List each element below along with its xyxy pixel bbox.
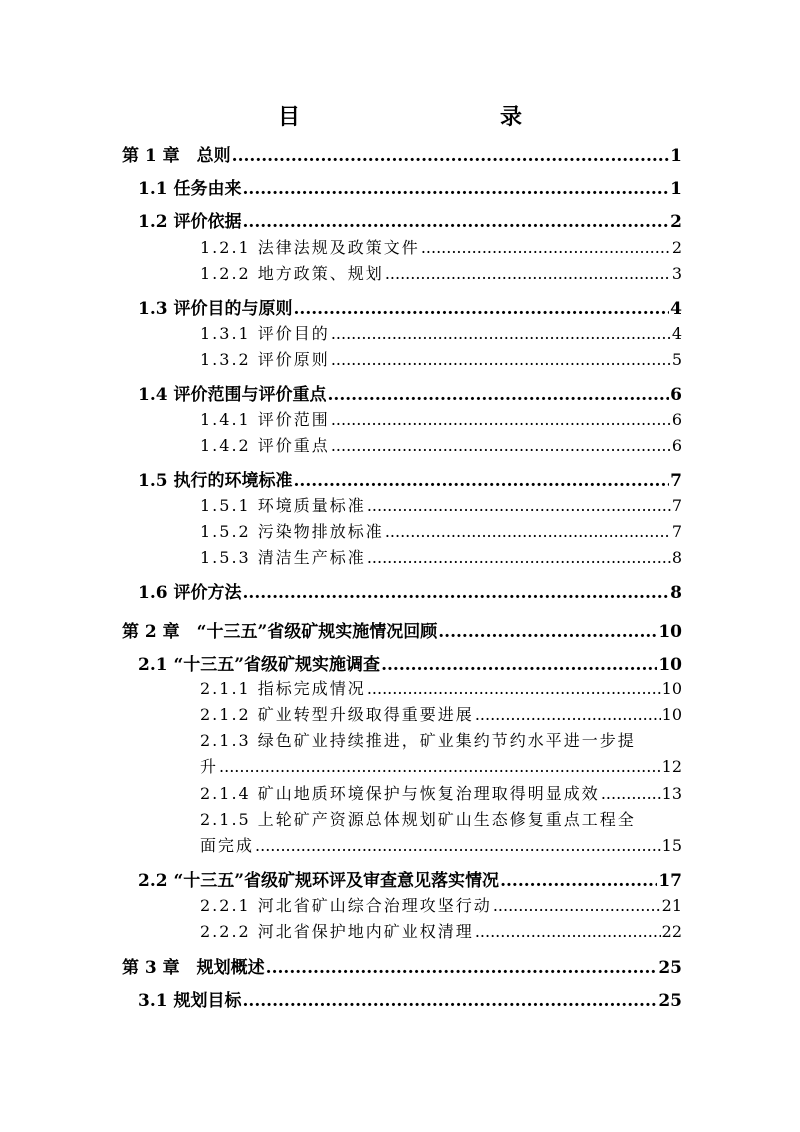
toc-page-number: 6 xyxy=(671,410,682,429)
dot-leader xyxy=(232,146,669,166)
toc-entry-label: 1.6 评价方法 xyxy=(138,583,242,603)
toc-entry-label: 2.1.4 矿山地质环境保护与恢复治理取得明显成效 xyxy=(200,784,600,803)
dot-leader xyxy=(367,548,671,567)
toc-page-number: 13 xyxy=(661,784,682,803)
dot-leader xyxy=(500,871,657,891)
toc-entry-label: 第 1 章 总则 xyxy=(122,146,231,166)
toc-entry[interactable] xyxy=(122,617,682,642)
toc-page-number: 4 xyxy=(671,324,682,343)
dot-leader xyxy=(331,324,671,343)
dot-leader xyxy=(219,757,661,776)
toc-page-number: 10 xyxy=(661,679,682,698)
toc-entry-label: 2.1 “十三五”省级矿规实施调查 xyxy=(138,655,381,675)
dot-leader xyxy=(331,436,671,455)
toc-entry[interactable] xyxy=(138,174,682,199)
toc-page-number: 7 xyxy=(670,471,682,491)
toc-page-number: 17 xyxy=(658,871,682,891)
toc-entry[interactable] xyxy=(200,919,682,942)
toc-entry-label-continuation: 升 xyxy=(200,757,219,776)
toc-entry[interactable] xyxy=(200,493,682,516)
dot-leader xyxy=(367,496,671,515)
toc-entry[interactable] xyxy=(138,650,682,675)
toc-page-number: 25 xyxy=(658,991,682,1011)
toc-entry[interactable] xyxy=(138,466,682,491)
toc-entry-label: 1.5 执行的环境标准 xyxy=(138,471,293,491)
toc-entry[interactable] xyxy=(200,833,682,856)
toc-page-number: 12 xyxy=(661,757,682,776)
toc-page-number: 7 xyxy=(671,522,682,541)
toc-entry[interactable] xyxy=(200,893,682,916)
toc-entry[interactable] xyxy=(122,953,682,978)
dot-leader xyxy=(385,522,671,541)
dot-leader xyxy=(331,350,671,369)
toc-entry-label: 2.1.5 上轮矿产资源总体规划矿山生态修复重点工程全 xyxy=(200,810,636,829)
dot-leader xyxy=(421,238,671,257)
toc-entry-label: 第 2 章 “十三五”省级矿规实施情况回顾 xyxy=(122,622,438,642)
dot-leader xyxy=(294,471,670,491)
toc-entry[interactable] xyxy=(138,578,682,603)
toc-page-number: 4 xyxy=(670,299,682,319)
toc-entry[interactable] xyxy=(122,141,682,166)
toc-entry[interactable] xyxy=(138,866,682,891)
toc-page-number: 21 xyxy=(661,896,682,915)
toc-entry[interactable] xyxy=(200,519,682,542)
dot-leader xyxy=(328,385,670,405)
toc-entry[interactable] xyxy=(200,407,682,430)
toc-page-number: 10 xyxy=(658,655,682,675)
toc-entry-label: 1.4.1 评价范围 xyxy=(200,410,330,429)
toc-page-number: 22 xyxy=(661,922,682,941)
toc-entry-label: 1.3.1 评价目的 xyxy=(200,324,330,343)
toc-entry-label: 2.1.2 矿业转型升级取得重要进展 xyxy=(200,705,474,724)
dot-leader xyxy=(493,896,661,915)
toc-entry-label: 1.4.2 评价重点 xyxy=(200,436,330,455)
toc-page-number: 15 xyxy=(661,836,682,855)
dot-leader xyxy=(438,622,657,642)
dot-leader xyxy=(475,922,661,941)
toc-page-number: 10 xyxy=(658,622,682,642)
toc-entry-label: 2.1.1 指标完成情况 xyxy=(200,679,366,698)
toc-entry-label: 1.2.2 地方政策、规划 xyxy=(200,264,384,283)
dot-leader xyxy=(243,179,670,199)
dot-leader xyxy=(266,958,658,978)
toc-entry-label-continuation: 面完成 xyxy=(200,836,255,855)
toc-entry-label: 2.2.2 河北省保护地内矿业权清理 xyxy=(200,922,474,941)
toc-entry[interactable] xyxy=(200,702,682,725)
toc-entry[interactable] xyxy=(200,754,682,777)
toc-page-number: 2 xyxy=(670,212,682,232)
toc-entry[interactable] xyxy=(200,347,682,370)
toc-page-number: 3 xyxy=(671,264,682,283)
dot-leader xyxy=(331,410,671,429)
toc-page-number: 1 xyxy=(670,179,682,199)
toc-page-number: 8 xyxy=(670,583,682,603)
toc-entry[interactable] xyxy=(200,676,682,699)
toc-entry[interactable] xyxy=(138,380,682,405)
toc-entry-label: 1.3 评价目的与原则 xyxy=(138,299,293,319)
dot-leader xyxy=(255,836,661,855)
dot-leader xyxy=(381,655,657,675)
toc-entry-label: 1.2.1 法律法规及政策文件 xyxy=(200,238,420,257)
dot-leader xyxy=(367,679,661,698)
toc-page-number: 6 xyxy=(670,385,682,405)
toc-entry[interactable] xyxy=(200,321,682,344)
toc-entry-label: 第 3 章 规划概述 xyxy=(122,958,265,978)
toc-entry-label: 2.1.3 绿色矿业持续推进，矿业集约节约水平进一步提 xyxy=(200,731,636,750)
toc-entry-label: 1.5.1 环境质量标准 xyxy=(200,496,366,515)
toc-entry[interactable] xyxy=(138,294,682,319)
toc-entry[interactable] xyxy=(200,433,682,456)
toc-entry[interactable] xyxy=(200,781,682,804)
toc-entry-label: 1.1 任务由来 xyxy=(138,179,242,199)
toc-page-number: 10 xyxy=(661,705,682,724)
dot-leader xyxy=(243,991,658,1011)
toc-entry-label: 3.1 规划目标 xyxy=(138,991,242,1011)
toc-page-number: 1 xyxy=(670,146,682,166)
toc-page-number: 5 xyxy=(671,350,682,369)
toc-entry-label: 2.2.1 河北省矿山综合治理攻坚行动 xyxy=(200,896,492,915)
toc-entry-label: 1.4 评价范围与评价重点 xyxy=(138,385,327,405)
dot-leader xyxy=(294,299,670,319)
dot-leader xyxy=(243,212,670,232)
toc-entry[interactable] xyxy=(200,545,682,568)
toc-page-number: 8 xyxy=(671,548,682,567)
toc-page-number: 25 xyxy=(658,958,682,978)
toc-entry-label: 1.5.3 清洁生产标准 xyxy=(200,548,366,567)
toc-entry-label: 1.3.2 评价原则 xyxy=(200,350,330,369)
dot-leader xyxy=(385,264,671,283)
toc-title: 目 录 xyxy=(277,104,574,130)
toc-page-number: 2 xyxy=(671,238,682,257)
dot-leader xyxy=(475,705,661,724)
toc-entry-label: 1.5.2 污染物排放标准 xyxy=(200,522,384,541)
dot-leader xyxy=(243,583,670,603)
toc-entry[interactable] xyxy=(138,207,682,232)
toc-entry-label: 1.2 评价依据 xyxy=(138,212,242,232)
toc-page-number: 6 xyxy=(671,436,682,455)
toc-entry[interactable] xyxy=(200,235,682,258)
toc-entry[interactable] xyxy=(200,261,682,284)
toc-entry[interactable] xyxy=(138,986,682,1011)
toc-entry-label: 2.2 “十三五”省级矿规环评及审查意见落实情况 xyxy=(138,871,500,891)
toc-page-number: 7 xyxy=(671,496,682,515)
dot-leader xyxy=(601,784,661,803)
